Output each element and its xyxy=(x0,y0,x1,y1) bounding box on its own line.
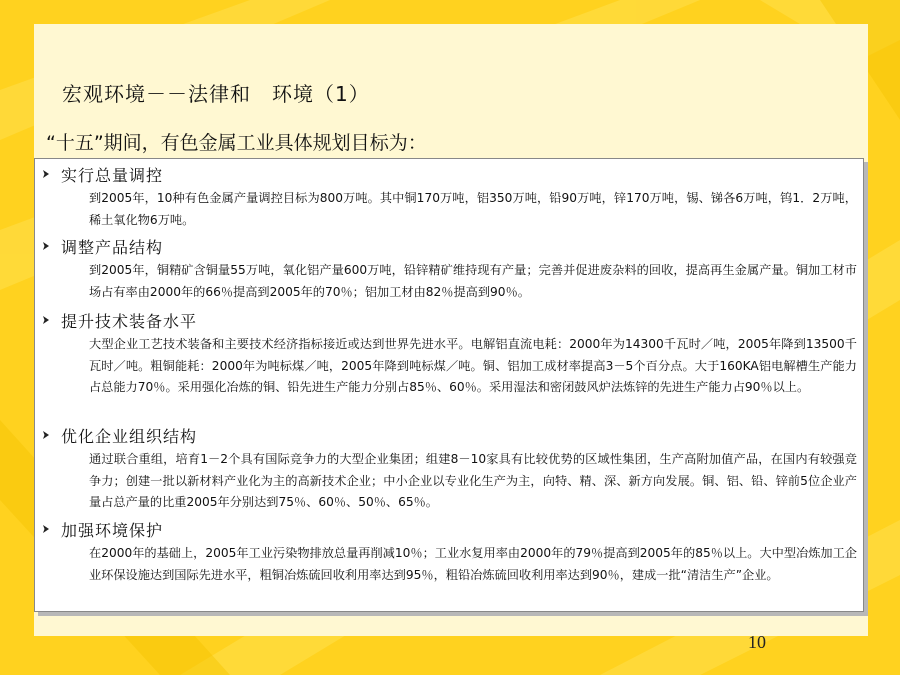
arrow-bullet-icon xyxy=(41,524,51,534)
section-heading-text: 实行总量调控 xyxy=(61,166,164,185)
section-body: 到2005年，10种有色金属产量调控目标为800万吨。其中铜170万吨，铝350万吨，铅90万吨，锌170万吨，锡、锑各6万吨，钨1．2万吨，稀土氧化物6万吨。 xyxy=(89,191,857,227)
arrow-bullet-icon xyxy=(41,241,51,251)
page-number: 10 xyxy=(748,632,766,652)
arrow-bullet-icon xyxy=(41,430,51,440)
section-heading xyxy=(41,424,857,446)
slide-title: 宏观环境－－法律和 环境（1） xyxy=(62,82,370,106)
section-product-structure xyxy=(41,235,857,303)
slide-subtitle: “十五”期间，有色金属工业具体规划目标为： xyxy=(46,132,427,154)
section-heading xyxy=(41,518,857,540)
section-body: 通过联合重组，培育1－2个具有国际竞争力的大型企业集团；组建8－10家具有比较优势的区域性集团，生产高附加值产品，在国内有较强竞争力；创建一批以新材料产业化为主的高新技术企业；中小企业以专业化生产为主，向特、精、深、新方向发展。铜、铝、铅、锌前5位企业产量占总产量的比重2005年分别达到75％、60％、50％、65％。 xyxy=(89,452,857,509)
section-body: 在2000年的基础上，2005年工业污染物排放总量再削减10％；工业水复用率由2000年的79％提高到2005年的85％以上。大中型冶炼加工企业环保设施达到国际先进水平，粗铜冶炼硫回收利用率达到95％，粗铅冶炼硫回收利用率达到90％，建成一批“清洁生产”企业。 xyxy=(89,546,857,582)
section-heading xyxy=(41,163,857,185)
section-body: 到2005年，铜精矿含铜量55万吨，氧化铝产量600万吨，铅锌精矿维持现有产量；完善并促进废杂料的回收，提高再生金属产量。铜加工材市场占有率由2000年的66％提高到2005年的70％；铝加工材由82％提高到90％。 xyxy=(89,263,857,299)
section-technology xyxy=(41,309,857,399)
content-box xyxy=(34,158,864,612)
section-heading-text: 加强环境保护 xyxy=(61,521,164,540)
section-body: 大型企业工艺技术装备和主要技术经济指标接近或达到世界先进水平。电解铝直流电耗：2000年为14300千瓦时／吨，2005年降到13500千瓦时／吨。粗铜能耗：2000年为吨标煤／吨，2005年降到吨标煤／吨。铜、铝加工成材率提高3－5个百分点。大于160KA铝电解槽生产能力占总能力70％。采用强化冶炼的铜、铅先进生产能力分别占85％、60％。采用湿法和密闭鼓风炉法炼锌的先进生产能力占90％以上。 xyxy=(89,337,857,394)
arrow-bullet-icon xyxy=(41,169,51,179)
section-total-control xyxy=(41,163,857,231)
section-organization xyxy=(41,424,857,514)
section-heading xyxy=(41,309,857,331)
section-environment xyxy=(41,518,857,586)
section-heading-text: 提升技术装备水平 xyxy=(61,312,198,331)
arrow-bullet-icon xyxy=(41,315,51,325)
section-heading xyxy=(41,235,857,257)
section-heading-text: 调整产品结构 xyxy=(61,238,164,257)
section-heading-text: 优化企业组织结构 xyxy=(61,427,198,446)
